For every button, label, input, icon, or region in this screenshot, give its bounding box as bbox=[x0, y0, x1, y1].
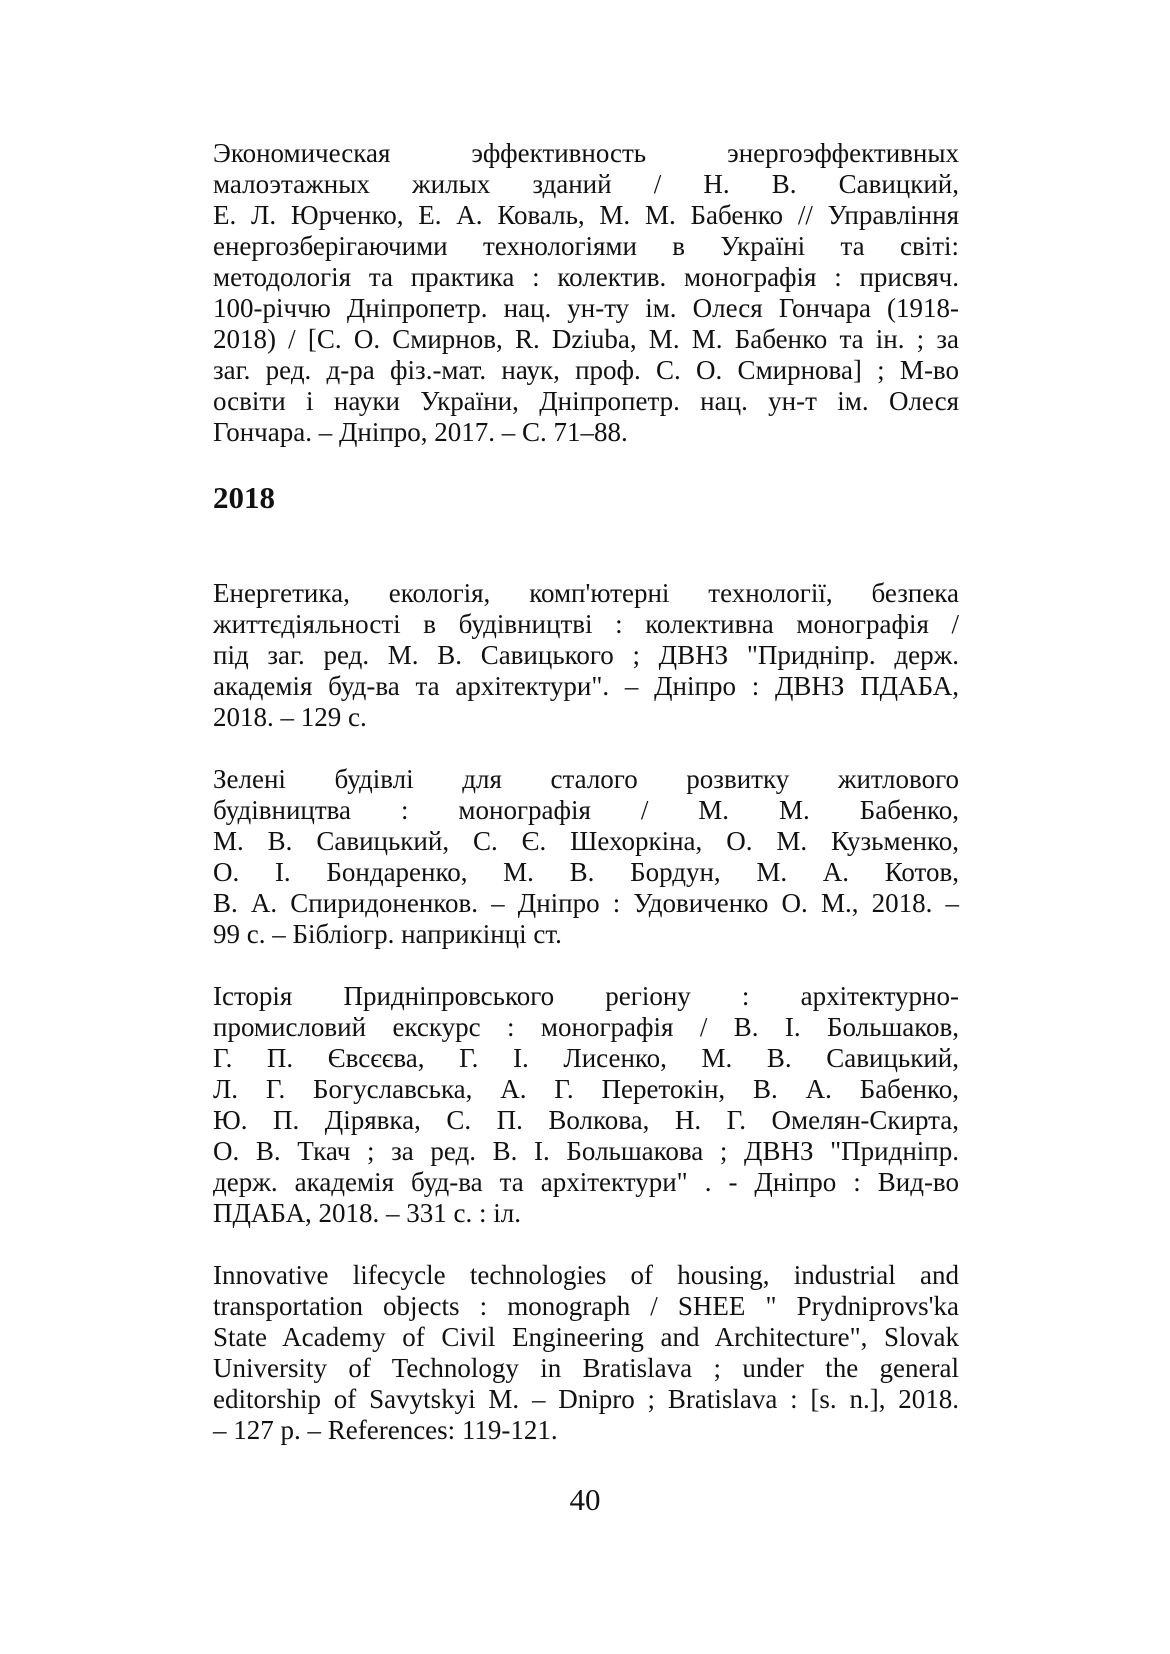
entry-line: методологія та практика : колектив. монографія : присвяч. bbox=[213, 262, 959, 292]
bibliography-entry bbox=[213, 138, 959, 448]
entry-line: енергозберігаючими технологіями в Україні та світі: bbox=[213, 231, 959, 261]
entry-line: академія буд-ва та архітектури". – Дніпро : ДВНЗ ПДАБА, bbox=[213, 671, 959, 701]
entry-line: О. І. Бондаренко, М. В. Бордун, М. А. Котов, bbox=[213, 857, 959, 887]
year-heading: 2018 bbox=[213, 480, 275, 515]
entry-line: 100-річчю Дніпропетр. нац. ун-ту ім. Олеся Гончара (1918- bbox=[213, 293, 959, 323]
entry-line: editorship of Savytskyi M. – Dnipro ; Bratislava : [s. n.], 2018. bbox=[213, 1384, 959, 1414]
entry-line: Innovative lifecycle technologies of housing, industrial and bbox=[213, 1260, 959, 1290]
entry-line: освіти і науки України, Дніпропетр. нац. ун-т ім. Олеся bbox=[213, 386, 959, 416]
entry-line: State Academy of Civil Engineering and Architecture", Slovak bbox=[213, 1322, 959, 1352]
bibliography-entry bbox=[213, 578, 959, 733]
entry-line: Е. Л. Юрченко, Е. А. Коваль, М. М. Бабенко // Управління bbox=[213, 200, 959, 230]
entry-line: 2018. – 129 с. bbox=[213, 702, 367, 732]
entry-line: Л. Г. Богуславська, А. Г. Перетокін, В. А. Бабенко, bbox=[213, 1074, 959, 1104]
bibliography-entry bbox=[213, 1260, 959, 1446]
entry-line: Экономическая эффективность энергоэффективных bbox=[213, 138, 959, 168]
entry-line: життєдіяльності в будівництві : колективна монографія / bbox=[213, 609, 959, 639]
entry-line: – 127 p. – References: 119-121. bbox=[213, 1415, 558, 1445]
entry-line: Зелені будівлі для сталого розвитку житлового bbox=[213, 764, 959, 794]
entry-line: Г. П. Євсєєва, Г. І. Лисенко, М. В. Савицький, bbox=[213, 1043, 959, 1073]
entry-line: 99 с. – Бібліогр. наприкінці ст. bbox=[213, 919, 562, 949]
entry-line: В. А. Спиридоненков. – Дніпро : Удовиченко О. М., 2018. – bbox=[213, 888, 959, 918]
entry-line: transportation objects : monograph / SHEE " Prydniprovs'ka bbox=[213, 1291, 959, 1321]
bibliography-entry bbox=[213, 764, 959, 950]
entry-line: Історія Придніпровського регіону : архітектурно- bbox=[213, 981, 959, 1011]
entry-line: Ю. П. Дірявка, С. П. Волкова, Н. Г. Омелян-Скирта, bbox=[213, 1105, 959, 1135]
entry-line: під заг. ред. М. В. Савицького ; ДВНЗ "Придніпр. держ. bbox=[213, 640, 959, 670]
entry-line: держ. академія буд-ва та архітектури" . - Дніпро : Вид-во bbox=[213, 1167, 959, 1197]
entry-line: О. В. Ткач ; за ред. В. І. Большакова ; ДВНЗ "Придніпр. bbox=[213, 1136, 959, 1166]
entry-line: М. В. Савицький, С. Є. Шехоркіна, О. М. Кузьменко, bbox=[213, 826, 959, 856]
entry-line: будівництва : монографія / М. М. Бабенко, bbox=[213, 795, 959, 825]
entry-line: малоэтажных жилых зданий / Н. В. Савицкий, bbox=[213, 169, 959, 199]
entry-line: Енергетика, екологія, комп'ютерні технології, безпека bbox=[213, 578, 959, 608]
entry-line: 2018) / [С. О. Смирнов, R. Dziuba, М. М. Бабенко та ін. ; за bbox=[213, 324, 959, 354]
entry-line: University of Technology in Bratislava ; under the general bbox=[213, 1353, 959, 1383]
entry-line: ПДАБА, 2018. – 331 с. : іл. bbox=[213, 1198, 522, 1228]
entry-line: Гончара. – Дніпро, 2017. – С. 71–88. bbox=[213, 417, 628, 447]
page-body bbox=[213, 138, 959, 1446]
entry-line: промисловий екскурс : монографія / В. І. Большаков, bbox=[213, 1012, 959, 1042]
bibliography-entry bbox=[213, 981, 959, 1229]
page-number: 40 bbox=[569, 1482, 601, 1517]
entry-line: заг. ред. д-ра фіз.-мат. наук, проф. С. О. Смирнова] ; М-во bbox=[213, 355, 959, 385]
